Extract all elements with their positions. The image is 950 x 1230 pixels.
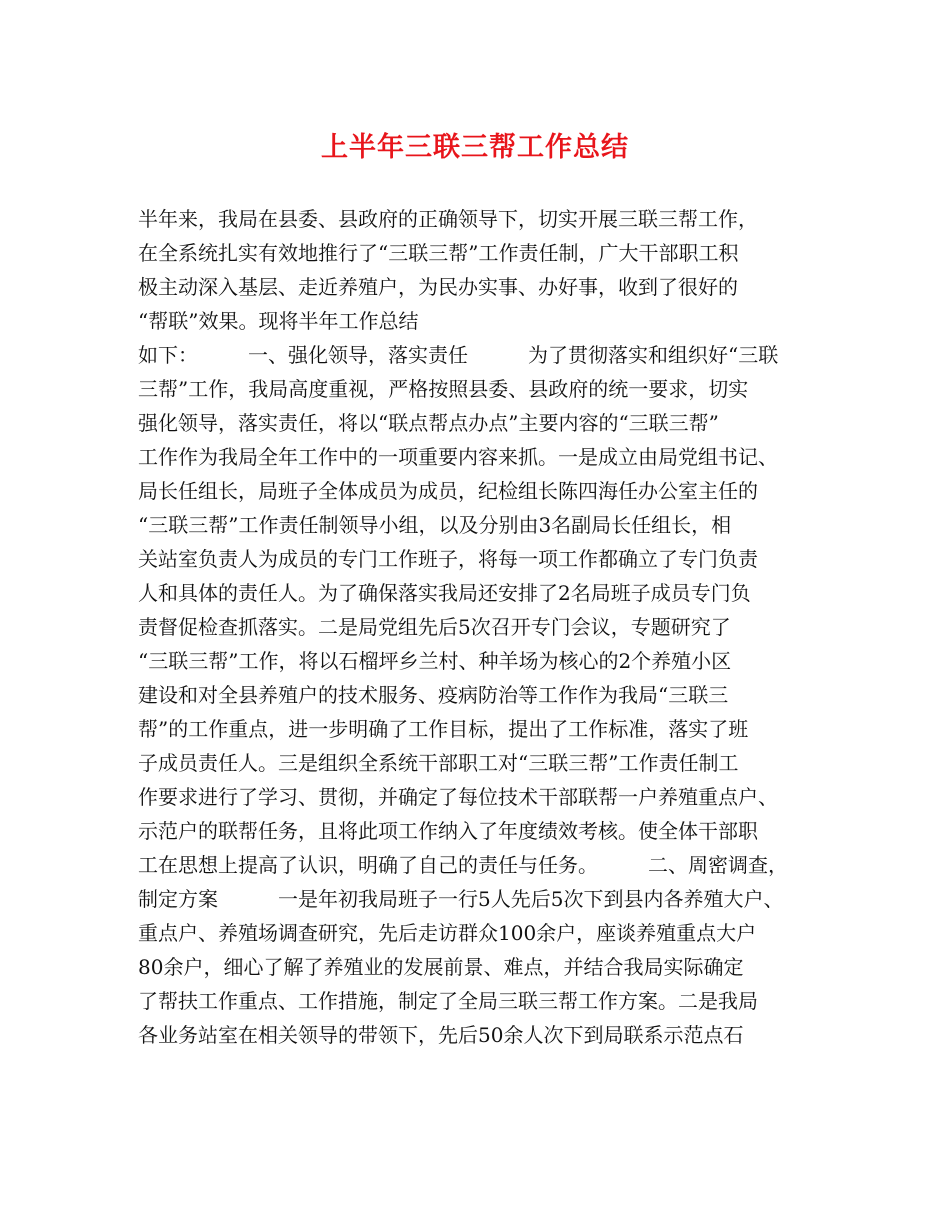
document-title: 上半年三联三帮工作总结	[321, 132, 629, 163]
body-line: 帮”的工作重点，进一步明确了工作目标，提出了工作标准，落实了班	[138, 717, 749, 741]
body-line: 了帮扶工作重点、工作措施，制定了全局三联三帮工作方案。二是我局	[138, 989, 758, 1013]
body-line: 极主动深入基层、走近养殖户，为民办实事、办好事，收到了很好的	[138, 275, 738, 299]
document-body	[138, 202, 828, 1052]
body-line: 强化领导，落实责任，将以“联点帮点办点”主要内容的“三联三帮”	[138, 411, 719, 435]
body-line: 作要求进行了学习、贯彻，并确定了每位技术干部联帮一户养殖重点户、	[138, 785, 778, 809]
body-line: 建设和对全县养殖户的技术服务、疫病防治等工作作为我局“三联三	[138, 683, 729, 707]
body-line: 局长任组长，局班子全体成员为成员，纪检组长陈四海任办公室主任的	[138, 479, 758, 503]
body-line: 工作作为我局全年工作中的一项重要内容来抓。一是成立由局党组书记、	[138, 445, 778, 469]
body-line: 人和具体的责任人。为了确保落实我局还安排了2名局班子成员专门负	[138, 581, 751, 605]
body-line: 示范户的联帮任务，且将此项工作纳入了年度绩效考核。使全体干部职	[138, 819, 758, 843]
body-line: 半年来，我局在县委、县政府的正确领导下，切实开展三联三帮工作，	[138, 207, 758, 231]
body-line: 重点户、养殖场调查研究，先后走访群众100余户，座谈养殖重点大户	[138, 921, 757, 945]
body-line: 80余户，细心了解了养殖业的发展前景、难点，并结合我局实际确定	[138, 955, 744, 979]
body-line: “三联三帮”工作责任制领导小组，以及分别由3名副局长任组长，相	[138, 513, 732, 537]
body-line: 如下： 一、强化领导，落实责任 为了贯彻落实和组织好“三联	[138, 343, 779, 367]
body-line: 关站室负责人为成员的专门工作班子，将每一项工作都确立了专门负责	[138, 547, 758, 571]
body-line: 各业务站室在相关领导的带领下，先后50余人次下到局联系示范点石	[138, 1023, 744, 1047]
body-line: 子成员责任人。三是组织全系统干部职工对“三联三帮”工作责任制工	[138, 751, 739, 775]
body-line: 在全系统扎实有效地推行了“三联三帮”工作责任制，广大干部职工积	[138, 241, 739, 265]
body-line: 制定方案 一是年初我局班子一行5人先后5次下到县内各养殖大户、	[138, 887, 784, 911]
body-line: “帮联”效果。现将半年工作总结	[138, 309, 419, 333]
body-line: “三联三帮”工作，将以石榴坪乡兰村、种羊场为核心的2个养殖小区	[138, 649, 732, 673]
body-line: 三帮”工作，我局高度重视，严格按照县委、县政府的统一要求，切实	[138, 377, 749, 401]
body-line: 责督促检查抓落实。二是局党组先后5次召开专门会议，专题研究了	[138, 615, 731, 639]
body-line: 工在思想上提高了认识，明确了自己的责任与任务。 二、周密调查，	[138, 853, 788, 877]
